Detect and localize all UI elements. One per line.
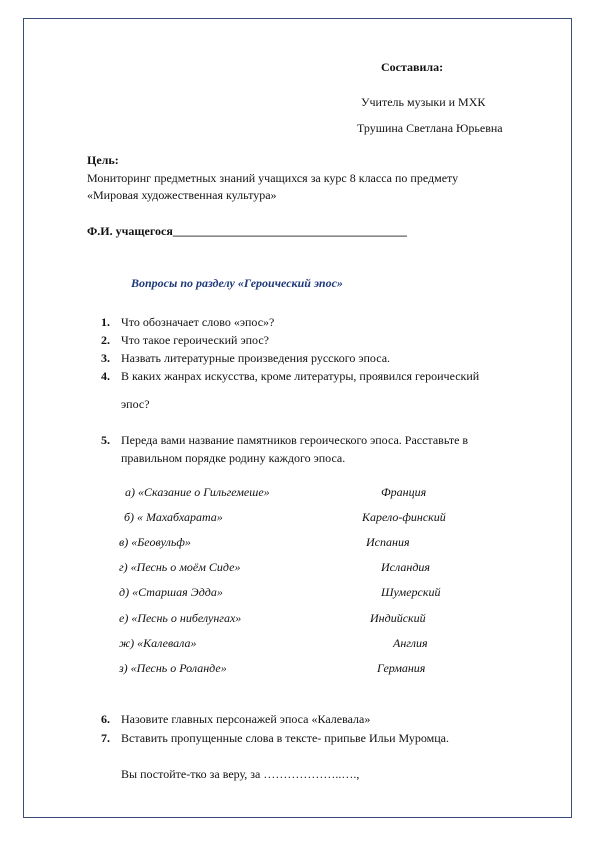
match-origin: Индийский xyxy=(370,611,426,625)
teacher-name: Трушина Светлана Юрьевна xyxy=(357,121,503,135)
match-epic: г) «Песнь о моём Сиде» xyxy=(119,560,241,574)
student-name-blank[interactable]: _______________________________________ xyxy=(172,224,407,238)
match-epic: д) «Старшая Эдда» xyxy=(119,585,223,599)
question-text: Что такое героический эпос? xyxy=(121,333,269,347)
student-label xyxy=(87,224,407,238)
question-number: 2. xyxy=(101,333,110,347)
question-text: Назовите главных персонажей эпоса «Калевала» xyxy=(121,712,371,726)
match-epic: з) «Песнь о Роланде» xyxy=(119,661,227,675)
question-text: Вставить пропущенные слова в тексте- припьве Ильи Муромца. xyxy=(121,731,449,745)
match-origin: Карело-финский xyxy=(362,510,446,524)
fill-in-line[interactable]: Вы постойте-тко за веру, за ………………..…., xyxy=(121,767,360,781)
question-text: В каких жанрах искусства, кроме литературы, проявился героический xyxy=(121,369,480,383)
question-number: 7. xyxy=(101,731,110,745)
question-text: Назвать литературные произведения русского эпоса. xyxy=(121,351,391,365)
match-origin: Испания xyxy=(366,535,410,549)
match-epic: а) «Сказание о Гильгемеше» xyxy=(125,485,270,499)
question-number: 3. xyxy=(101,351,110,365)
match-origin: Франция xyxy=(381,485,427,499)
match-epic: б) « Махабхарата» xyxy=(124,510,223,524)
question-number: 1. xyxy=(101,315,110,329)
question-number: 5. xyxy=(101,433,110,447)
teacher-role: Учитель музыки и МХК xyxy=(361,95,486,109)
question-text: Что обозначает слово «эпос»? xyxy=(121,315,275,329)
question-text-continued: правильном порядке родину каждого эпоса. xyxy=(121,451,346,465)
section-title: Вопросы по разделу «Героический эпос» xyxy=(131,276,343,290)
question-number: 4. xyxy=(101,369,110,383)
match-epic: в) «Беовульф» xyxy=(119,535,191,549)
page-border xyxy=(23,18,572,818)
match-origin: Англия xyxy=(393,636,428,650)
goal-line-2: «Мировая художественная культура» xyxy=(87,188,277,202)
match-epic: ж) «Калевала» xyxy=(119,636,197,650)
question-text-continued: эпос? xyxy=(121,397,150,411)
student-name-label: Ф.И. учащегося xyxy=(87,224,173,238)
match-origin: Исландия xyxy=(381,560,430,574)
match-origin: Германия xyxy=(377,661,426,675)
compiled-label: Составила: xyxy=(381,60,444,74)
goal-label: Цель: xyxy=(87,153,119,167)
match-epic: е) «Песнь о нибелунгах» xyxy=(119,611,242,625)
goal-line-1: Мониторинг предметных знаний учащихся за курс 8 класса по предмету xyxy=(87,171,459,185)
match-origin: Шумерский xyxy=(381,585,441,599)
question-text: Передa вами название памятников героического эпоса. Расставьте в xyxy=(121,433,469,447)
question-number: 6. xyxy=(101,712,110,726)
